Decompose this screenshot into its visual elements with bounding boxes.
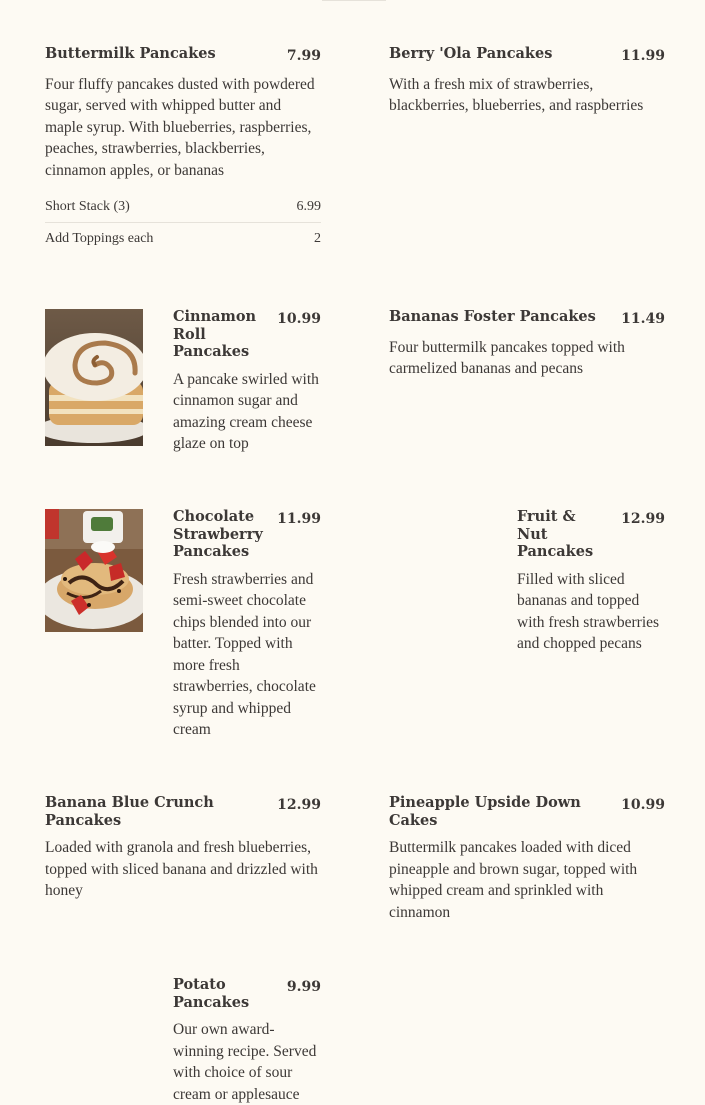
menu-item-description: Fresh strawberries and semi-sweet chocolate chips blended into our batter. Topped with more fresh strawberries, chocolate syrup and whipped cream xyxy=(173,570,316,738)
menu-item-name: Banana Blue Crunch Pancakes xyxy=(45,794,214,829)
menu-item-potato-pancakes[interactable] xyxy=(173,976,321,1105)
menu-item-description: Four fluffy pancakes dusted with powdered sugar, served with whipped butter and maple syrup. With blueberries, raspberries, peaches, strawberries, blackberries, cinnamon apples, or bananas xyxy=(45,75,315,179)
menu-item-price: 10.99 xyxy=(621,797,665,813)
menu-item-pineapple-upside-down-cakes[interactable] xyxy=(389,794,665,923)
menu-item-fruit-nut-pancakes[interactable] xyxy=(517,508,665,655)
menu-item-name: Potato Pancakes xyxy=(173,976,250,1011)
menu-item-price: 12.99 xyxy=(621,511,665,527)
menu-item-header xyxy=(517,508,665,561)
menu-item-price: 10.99 xyxy=(277,311,321,327)
menu-item-name: Berry 'Ola Pancakes xyxy=(389,45,553,62)
menu-item-name: Pineapple Upside Down Cakes xyxy=(389,794,581,829)
menu-item-price: 11.99 xyxy=(277,511,321,527)
menu-item-name: Chocolate Strawberry Pancakes xyxy=(173,508,263,560)
menu-item-description: Our own award-winning recipe. Served with choice of sour cream or applesauce xyxy=(173,1021,317,1103)
menu-item-banana-blue-crunch-pancakes[interactable] xyxy=(45,794,321,902)
menu-item-price: 11.99 xyxy=(621,48,665,64)
menu-item-header xyxy=(389,45,665,63)
menu-item-name: Buttermilk Pancakes xyxy=(45,45,216,62)
chocolate-strawberry-pancakes-photo xyxy=(45,509,143,632)
option-label: Short Stack (3) xyxy=(45,199,130,214)
menu-item-cinnamon-roll-pancakes[interactable] xyxy=(173,308,321,455)
menu-item-header xyxy=(173,508,321,561)
option-label: Add Toppings each xyxy=(45,231,154,246)
menu-item-price: 11.49 xyxy=(621,311,665,327)
menu-item-description: Four buttermilk pancakes topped with carmelized bananas and pecans xyxy=(389,338,625,377)
menu-item-description: Buttermilk pancakes loaded with diced pineapple and brown sugar, topped with whipped cream and sprinkled with cinnamon xyxy=(389,839,638,921)
menu-item-description: With a fresh mix of strawberries, blackberries, blueberries, and raspberries xyxy=(389,75,644,114)
menu-item-buttermilk-pancakes[interactable] xyxy=(45,45,321,254)
menu-item-name: Bananas Foster Pancakes xyxy=(389,308,596,325)
menu-item-chocolate-strawberry-pancakes[interactable] xyxy=(173,508,321,741)
top-divider xyxy=(322,0,386,1)
menu-item-description: Filled with sliced bananas and topped with fresh strawberries and chopped pecans xyxy=(517,570,660,652)
menu-item-header xyxy=(173,976,321,1011)
option-price: 2 xyxy=(314,231,321,246)
menu-item-header xyxy=(45,45,321,63)
menu-item-price: 12.99 xyxy=(277,797,321,813)
option-price: 6.99 xyxy=(296,199,321,214)
menu-item-header xyxy=(389,308,665,326)
menu-item-name: Cinnamon Roll Pancakes xyxy=(173,308,257,360)
menu-item-description: A pancake swirled with cinnamon sugar and amazing cream cheese glaze on top xyxy=(173,370,319,452)
menu-item-bananas-foster-pancakes[interactable] xyxy=(389,308,665,380)
menu-item-price: 9.99 xyxy=(286,979,321,995)
menu-item-header xyxy=(389,794,665,829)
menu-item-header xyxy=(173,308,321,361)
cinnamon-roll-pancakes-photo xyxy=(45,309,143,446)
menu-item-header xyxy=(45,794,321,829)
menu-item-options xyxy=(45,191,321,254)
menu-item-price: 7.99 xyxy=(286,48,321,64)
menu-item-description: Loaded with granola and fresh blueberries, topped with sliced banana and drizzled with honey xyxy=(45,839,318,899)
menu-item-berry-ola-pancakes[interactable] xyxy=(389,45,665,117)
menu-item-name: Fruit & Nut Pancakes xyxy=(517,508,594,560)
option-row-add-toppings xyxy=(45,222,321,254)
option-row-short-stack xyxy=(45,191,321,222)
